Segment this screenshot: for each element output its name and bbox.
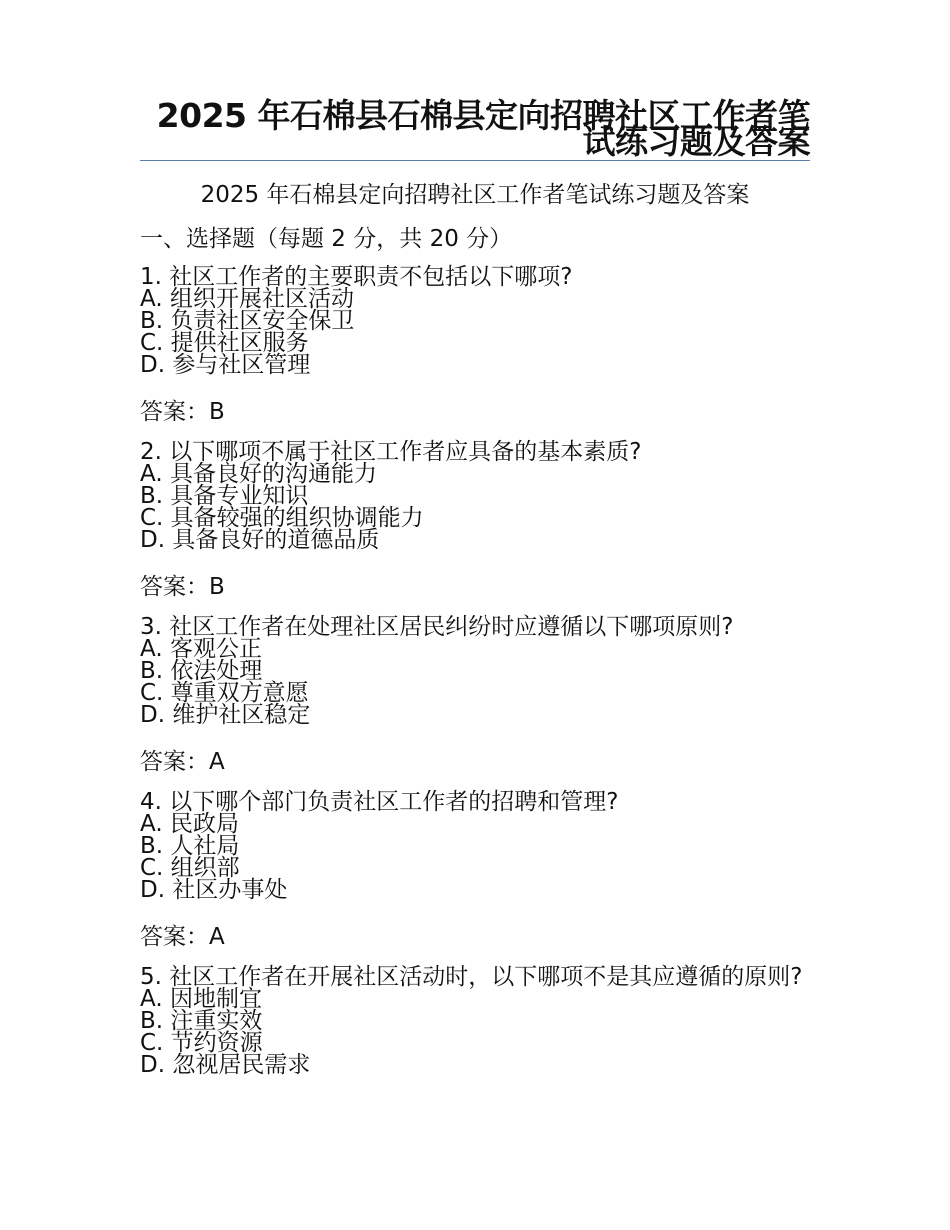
answer-key: 答案：A [140,749,225,775]
answer-key: 答案：B [140,574,225,600]
question-item [140,966,810,1076]
answer-option: D. 具备良好的道德品质 [140,527,380,553]
question-text: 3. 社区工作者在处理社区居民纠纷时应遵循以下哪项原则? [140,614,734,640]
answer-option: A. 组织开展社区活动 [140,286,354,312]
question-item [140,266,810,427]
question-text: 2. 以下哪项不属于社区工作者应具备的基本素质? [140,439,642,465]
question-list [140,266,810,1090]
section-heading: 一、选择题（每题 2 分，共 20 分） [140,226,513,252]
answer-option: A. 民政局 [140,811,239,837]
answer-option: A. 客观公正 [140,636,262,662]
question-text: 1. 社区工作者的主要职责不包括以下哪项? [140,264,573,290]
answer-key: 答案：A [140,924,225,950]
answer-option: A. 因地制宜 [140,986,262,1012]
question-item [140,791,810,952]
answer-option: C. 组织部 [140,855,240,881]
answer-option: D. 忽视居民需求 [140,1052,311,1078]
question-item [140,441,810,602]
answer-option: D. 参与社区管理 [140,352,311,378]
answer-option: B. 注重实效 [140,1008,263,1034]
answer-key: 答案：B [140,399,225,425]
question-text: 5. 社区工作者在开展社区活动时，以下哪项不是其应遵循的原则? [140,964,803,990]
question-text: 4. 以下哪个部门负责社区工作者的招聘和管理? [140,789,619,815]
answer-option: D. 社区办事处 [140,877,288,903]
answer-option: C. 节约资源 [140,1030,263,1056]
answer-option: C. 提供社区服务 [140,330,309,356]
answer-option: C. 尊重双方意愿 [140,680,309,706]
answer-option: B. 依法处理 [140,658,263,684]
document-subtitle: 2025 年石棉县定向招聘社区工作者笔试练习题及答案 [200,182,750,208]
answer-option: D. 维护社区稳定 [140,702,311,728]
question-item [140,616,810,777]
answer-option: A. 具备良好的沟通能力 [140,461,377,487]
answer-option: B. 人社局 [140,833,240,859]
answer-option: B. 负责社区安全保卫 [140,308,355,334]
document-title: 2025 年石棉县石棉县定向招聘社区工作者笔试练习题及答案 [156,96,810,161]
title-underline [140,160,810,161]
answer-option: C. 具备较强的组织协调能力 [140,505,424,531]
answer-option: B. 具备专业知识 [140,483,309,509]
